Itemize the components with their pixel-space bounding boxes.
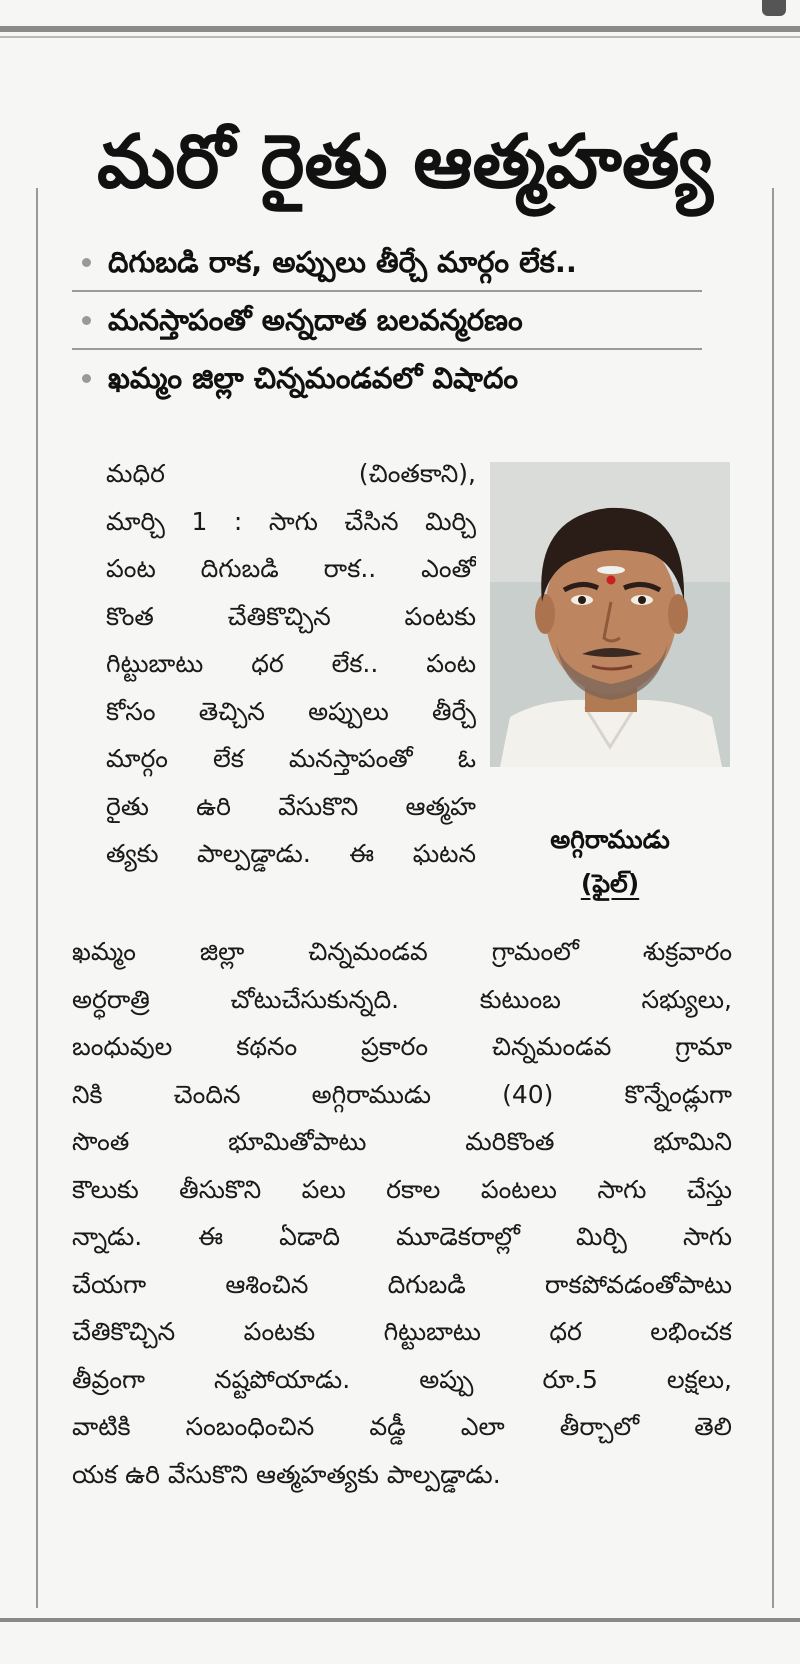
right-column-rule: [772, 188, 774, 1608]
article-body-wide: [72, 928, 732, 1498]
subheadline-text: దిగుబడి రాక, అప్పులు తీర్చే మార్గం లేక..: [108, 245, 577, 279]
body-line: నికి చెందిన అగ్గిరాముడు (40) కొన్నేండ్లుగా: [72, 1079, 732, 1109]
subheadline-item: [72, 292, 702, 350]
body-line: గిట్టుబాటు ధర లేక.. పంట: [106, 649, 476, 678]
subheadline-item: [72, 350, 702, 406]
body-line: సొంత భూమితోపాటు మరికొంత భూమిని: [72, 1127, 732, 1156]
top-border-rule-thin: [0, 36, 800, 38]
bullet-dot-icon: [82, 316, 91, 325]
body-line: తీవ్రంగా నష్టపోయాడు. అప్పు రూ.5 లక్షలు,: [72, 1364, 732, 1394]
bullet-dot-icon: [82, 374, 91, 383]
caption-name: అగ్గిరాముడు: [550, 825, 670, 854]
top-border-rule: [0, 26, 800, 32]
body-line: వాటికి సంబంధించిన వడ్డీ ఎలా తీర్చాలో తెలి: [72, 1412, 732, 1441]
body-line: మార్చి 1 : సాగు చేసిన మిర్చి: [106, 506, 476, 536]
body-line: కౌలుకు తీసుకొని పలు రకాల పంటలు సాగు చేస్తు: [72, 1174, 732, 1204]
body-line: కోసం తెచ్చిన అప్పులు తీర్చే: [106, 696, 476, 726]
article-body-narrow: [106, 450, 476, 878]
subheadline-text: మనస్తాపంతో అన్నదాత బలవన్మరణం: [108, 303, 523, 337]
subheadline-text: ఖమ్మం జిల్లా చిన్నమండవలో విషాదం: [108, 361, 519, 395]
body-line: యక ఉరి వేసుకొని ఆత్మహత్యకు పాల్పడ్డాడు.: [72, 1459, 501, 1489]
body-line: కొంత చేతికొచ్చిన పంటకు: [106, 601, 476, 631]
body-line: పంట దిగుబడి రాక.. ఎంతో: [106, 554, 476, 583]
body-line: మార్గం లేక మనస్తాపంతో ఓ: [106, 744, 476, 773]
body-line: ఖమ్మం జిల్లా చిన్నమండవ గ్రామంలో శుక్రవారం: [72, 937, 732, 966]
bottom-border-rule: [0, 1618, 800, 1622]
body-line: రైతు ఉరి వేసుకొని ఆత్మహ: [106, 791, 476, 821]
left-column-rule: [36, 188, 38, 1608]
body-line: చేతికొచ్చిన పంటకు గిట్టుబాటు ధర లభించక: [72, 1317, 732, 1346]
page-corner-mark: [762, 0, 786, 16]
body-line: బంధువుల కథనం ప్రకారం చిన్నమండవ గ్రామా: [72, 1032, 732, 1061]
body-line: చేయగా ఆశించిన దిగుబడి రాకపోవడంతోపాటు: [72, 1269, 732, 1299]
body-line: మధిర (చింతకాని),: [106, 459, 476, 488]
farmer-photo: [490, 462, 730, 767]
bullet-dot-icon: [82, 258, 91, 267]
subheadline-item: [72, 234, 702, 292]
body-line: న్నాడు. ఈ ఏడాది మూడెకరాల్లో మిర్చి సాగు: [72, 1222, 732, 1251]
article-headline: మరో రైతు ఆత్మహత్య: [97, 119, 713, 205]
body-line: త్యకు పాల్పడ్డాడు. ఈ ఘటన: [106, 839, 476, 868]
photo-caption: [490, 818, 730, 906]
body-line: అర్ధరాత్రి చోటుచేసుకున్నది. కుటుంబ సభ్యులు,: [72, 984, 732, 1014]
portrait-illustration: [490, 462, 730, 767]
subheadline-list: [72, 234, 702, 406]
caption-note: (ఫైల్): [580, 869, 640, 898]
